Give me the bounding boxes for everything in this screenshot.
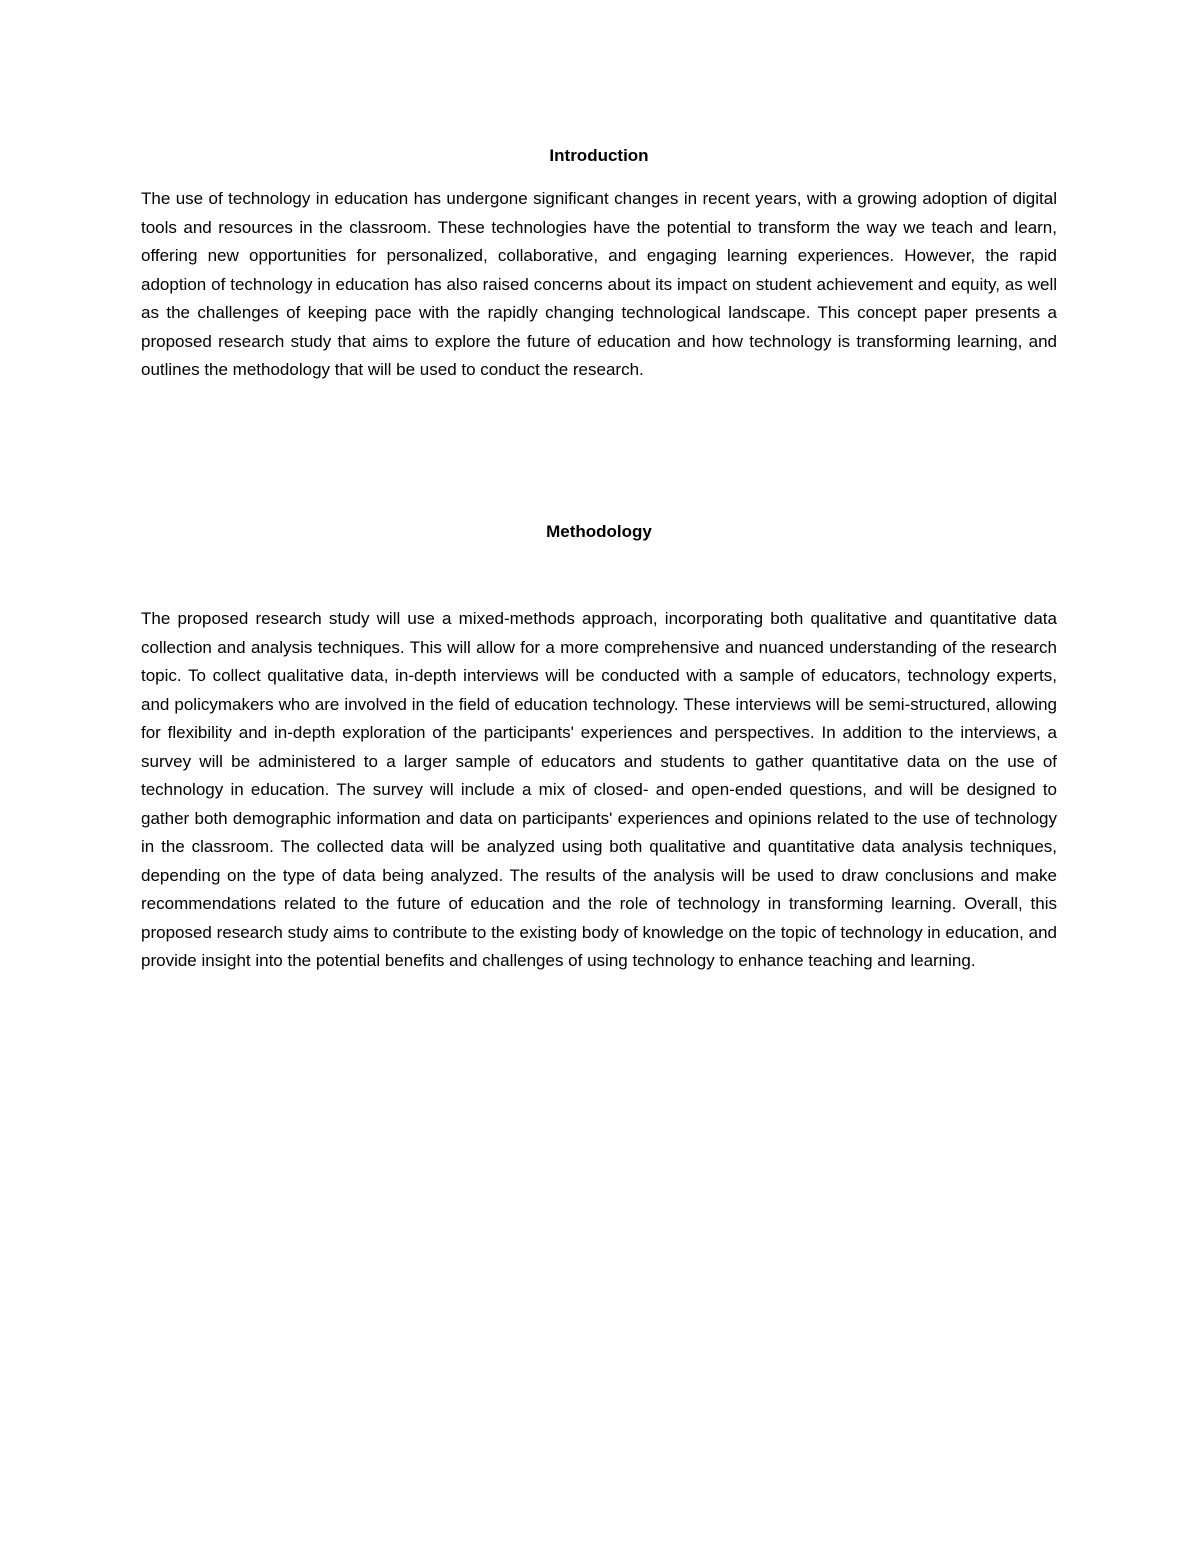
introduction-paragraph: The use of technology in education has undergone significant changes in recent years, with a growing adoption of digital tools and resources in the classroom. These technologies have the potential to transform the way we teach and learn, offering new opportunities for personalized, collaborative, and engaging learning experiences. However, the rapid adoption of technology in education has also raised concerns about its impact on student achievement and equity, as well as the challenges of keeping pace with the rapidly changing technological landscape. This concept paper presents a proposed research study that aims to explore the future of education and how technology is transforming learning, and outlines the methodology that will be used to conduct the research. bbox=[141, 189, 1057, 379]
introduction-heading: Introduction bbox=[549, 146, 649, 165]
methodology-paragraph: The proposed research study will use a mixed-methods approach, incorporating both qualitative and quantitative data collection and analysis techniques. This will allow for a more comprehensive and nuanced understanding of the research topic. To collect qualitative data, in-depth interviews will be conducted with a sample of educators, technology experts, and policymakers who are involved in the field of education technology. These interviews will be semi-structured, allowing for flexibility and in-depth exploration of the participants' experiences and perspectives. In addition to the interviews, a survey will be administered to a larger sample of educators and students to gather quantitative data on the use of technology in education. The survey will include a mix of closed- and open-ended questions, and will be designed to gather both demographic information and data on participants' experiences and opinions related to the use of technology in the classroom. The collected data will be analyzed using both qualitative and quantitative data analysis techniques, depending on the type of data being analyzed. The results of the analysis will be used to draw conclusions and make recommendations related to the future of education and the role of technology in transforming learning. Overall, this proposed research study aims to contribute to the existing body of knowledge on the topic of technology in education, and provide insight into the potential benefits and challenges of using technology to enhance teaching and learning. bbox=[141, 609, 1057, 970]
methodology-heading: Methodology bbox=[546, 522, 652, 541]
